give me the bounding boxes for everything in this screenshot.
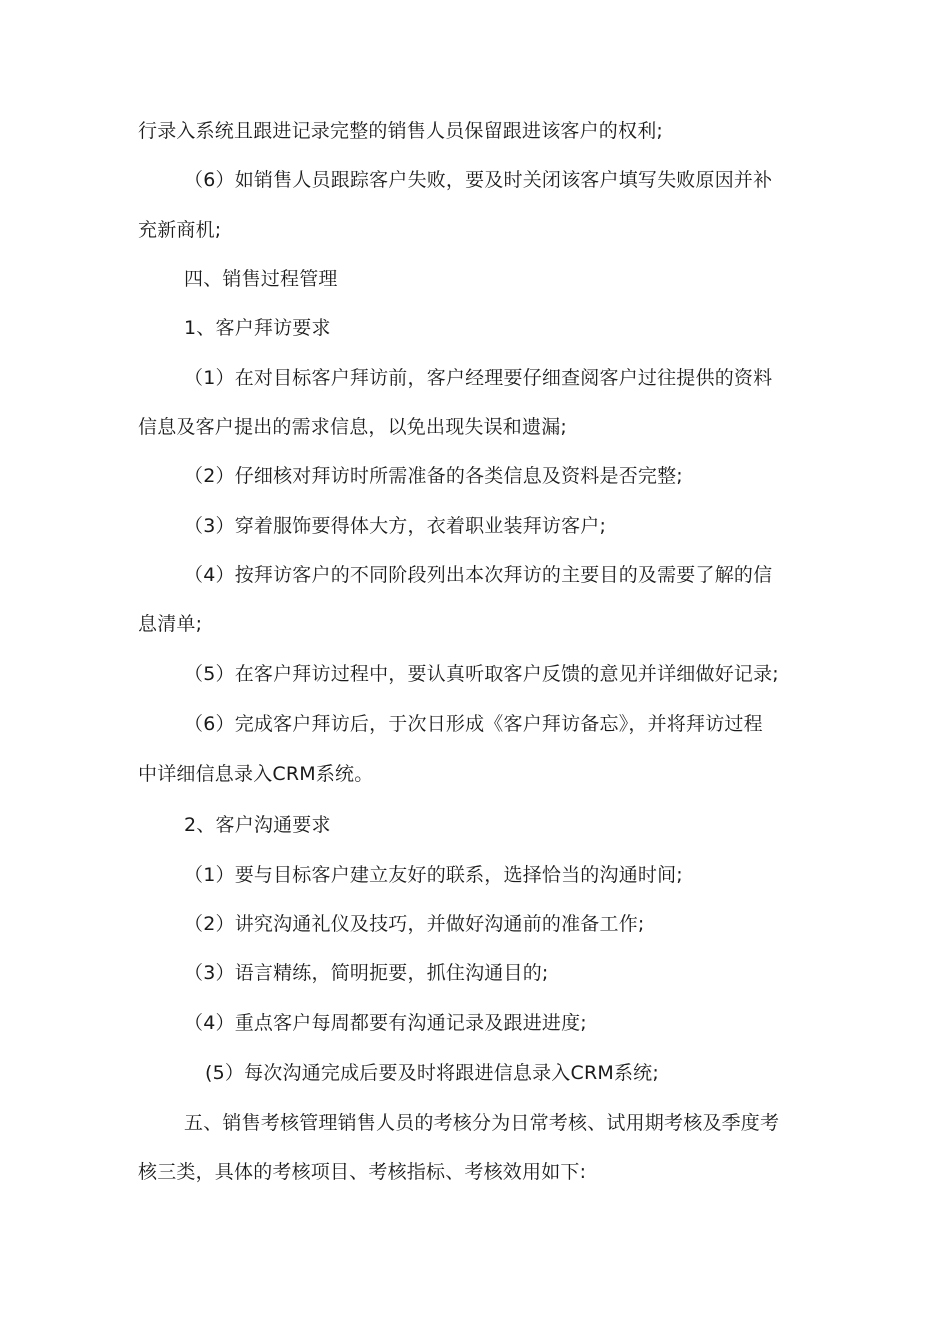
paragraph-line: （4）重点客户每周都要有沟通记录及跟进进度;: [184, 1012, 587, 1034]
paragraph-line: 充新商机;: [138, 219, 222, 241]
paragraph-line: （1）在对目标客户拜访前，客户经理要仔细查阅客户过往提供的资料: [184, 367, 773, 389]
section-heading: 四、销售过程管理: [184, 268, 338, 290]
paragraph-line: （5）在客户拜访过程中，要认真听取客户反馈的意见并详细做好记录;: [184, 663, 779, 685]
paragraph-line: （6）如销售人员跟踪客户失败，要及时关闭该客户填写失败原因并补: [184, 169, 773, 191]
paragraph-line: （4）按拜访客户的不同阶段列出本次拜访的主要目的及需要了解的信: [184, 564, 773, 586]
paragraph-line: （2）仔细核对拜访时所需准备的各类信息及资料是否完整;: [184, 465, 683, 487]
paragraph-line: （6）完成客户拜访后，于次日形成《客户拜访备忘》，并将拜访过程: [184, 713, 763, 735]
paragraph-line: 核三类，具体的考核项目、考核指标、考核效用如下:: [138, 1161, 587, 1183]
paragraph-line: 信息及客户提出的需求信息，以免出现失误和遗漏;: [138, 416, 568, 438]
paragraph-line: (5）每次沟通完成后要及时将跟进信息录入CRM系统;: [205, 1062, 659, 1084]
paragraph-line: （3）语言精练，简明扼要，抓住沟通目的;: [184, 962, 549, 984]
section-heading: 五、销售考核管理销售人员的考核分为日常考核、试用期考核及季度考: [184, 1112, 780, 1134]
paragraph-line: （3）穿着服饰要得体大方，衣着职业装拜访客户;: [184, 515, 607, 537]
paragraph-line: （1）要与目标客户建立友好的联系，选择恰当的沟通时间;: [184, 864, 683, 886]
subsection-heading: 1、客户拜访要求: [184, 317, 331, 339]
paragraph-line: （2）讲究沟通礼仪及技巧，并做好沟通前的准备工作;: [184, 913, 645, 935]
paragraph-line: 息清单;: [138, 613, 203, 635]
subsection-heading: 2、客户沟通要求: [184, 814, 331, 836]
paragraph-line: 行录入系统且跟进记录完整的销售人员保留跟进该客户的权利;: [138, 120, 664, 142]
paragraph-line: 中详细信息录入CRM系统。: [138, 763, 374, 785]
